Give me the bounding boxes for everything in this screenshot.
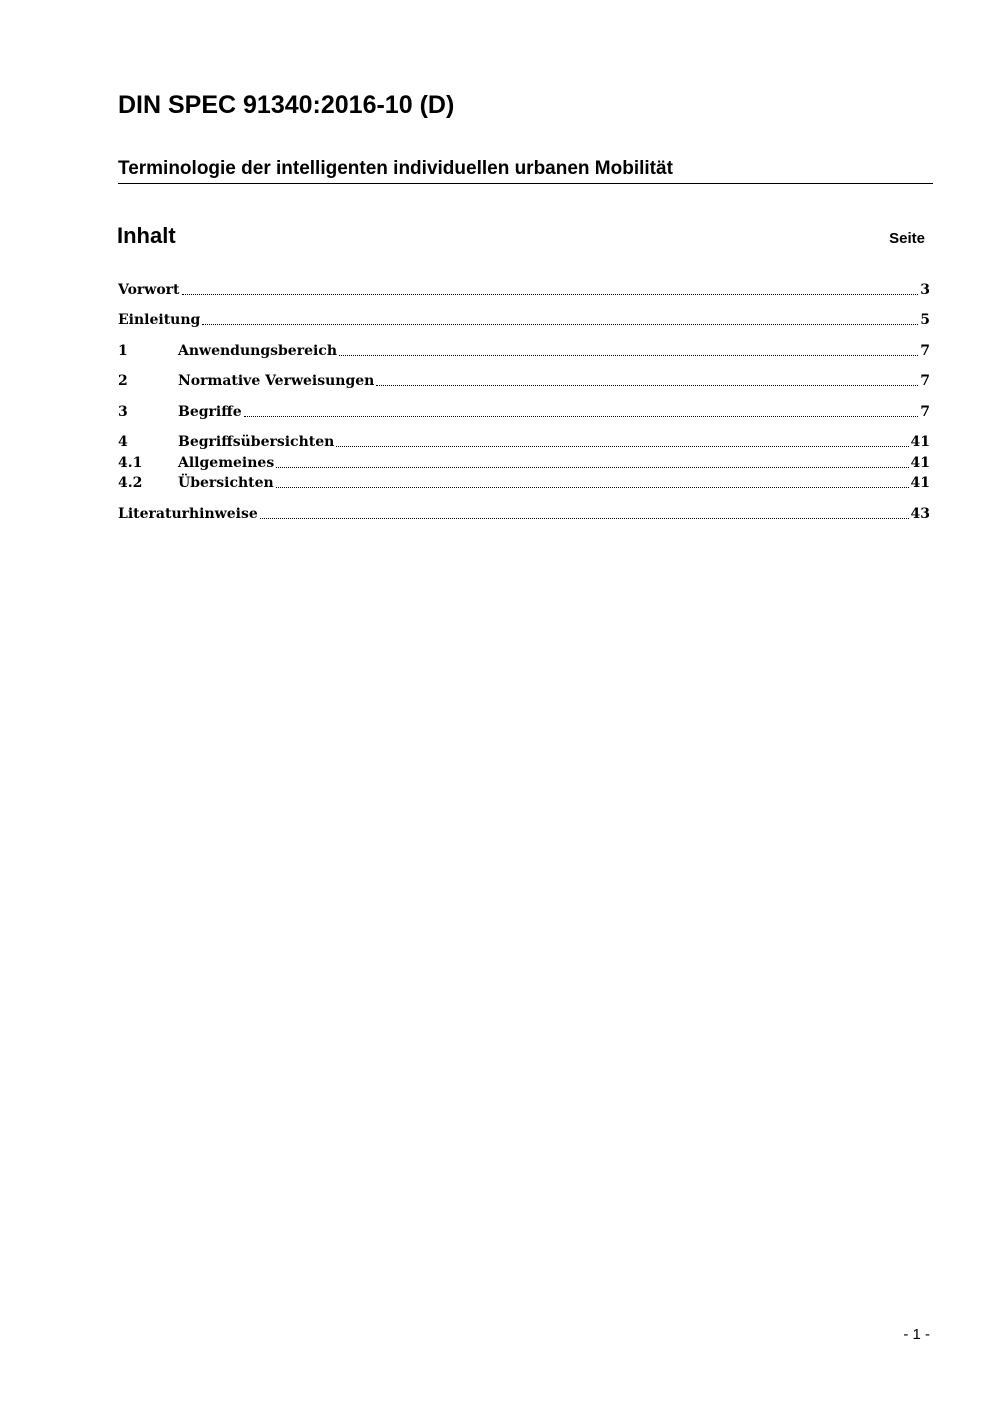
toc-entry-allgemeines[interactable]: [118, 453, 930, 473]
toc-entry-number: 2: [118, 373, 128, 389]
toc-entry-label: Vorwort: [118, 282, 180, 298]
toc-entry-label: Literaturhinweise: [118, 506, 258, 522]
toc-entry-label: Übersichten: [178, 475, 274, 491]
document-title: Terminologie der intelligenten individuellen urbanen Mobilität: [118, 158, 673, 179]
toc-dot-leader: [276, 487, 909, 488]
toc-entry-page: 43: [910, 506, 930, 522]
toc-dot-leader: [244, 416, 919, 417]
toc-entry-number: 1: [118, 343, 128, 359]
toc-entry-number: 3: [118, 404, 128, 420]
toc-entry-vorwort[interactable]: [118, 280, 930, 300]
toc-dot-leader: [336, 446, 908, 447]
toc-entry-number: 4.1: [118, 455, 143, 471]
toc-entry-label: Normative Verweisungen: [178, 373, 375, 389]
toc-entry-literaturhinweise[interactable]: [118, 504, 930, 524]
toc-dot-leader: [276, 467, 908, 468]
document-id: DIN SPEC 91340:2016-10 (D): [118, 91, 455, 119]
toc-heading: Inhalt: [117, 223, 176, 248]
toc-entry-number: 4.2: [118, 475, 143, 491]
toc-entry-number: 4: [118, 434, 128, 450]
toc-entry-page: 41: [910, 455, 930, 471]
toc-entry-uebersichten[interactable]: [118, 473, 930, 493]
toc-entry-label: Anwendungsbereich: [178, 343, 337, 359]
toc-entry-label: Einleitung: [118, 312, 201, 328]
toc-dot-leader: [182, 294, 919, 295]
toc-entry-page: 41: [910, 434, 930, 450]
toc-dot-leader: [260, 518, 909, 519]
toc-entry-page: 41: [910, 475, 930, 491]
toc-entry-page: 7: [920, 343, 930, 359]
toc-entry-page: 3: [920, 282, 930, 298]
toc-entry-page: 7: [920, 404, 930, 420]
toc-entry-label: Begriffe: [178, 404, 242, 420]
title-divider: [118, 183, 933, 184]
toc-entry-page: 7: [920, 373, 930, 389]
toc-entry-begriffe[interactable]: [118, 402, 930, 422]
toc-dot-leader: [202, 324, 918, 325]
toc-entry-begriffsuebersichten[interactable]: [118, 432, 930, 452]
toc-dot-leader: [339, 355, 918, 356]
toc-page-column-label: Seite: [889, 230, 925, 247]
toc-dot-leader: [376, 385, 918, 386]
toc-entry-anwendungsbereich[interactable]: [118, 341, 930, 361]
toc-entry-einleitung[interactable]: [118, 310, 930, 330]
toc-entry-label: Begriffsübersichten: [178, 434, 335, 450]
toc-entry-label: Allgemeines: [178, 455, 275, 471]
page-number: - 1 -: [903, 1326, 930, 1343]
toc-entry-page: 5: [920, 312, 930, 328]
toc-entry-normative-verweisungen[interactable]: [118, 371, 930, 391]
